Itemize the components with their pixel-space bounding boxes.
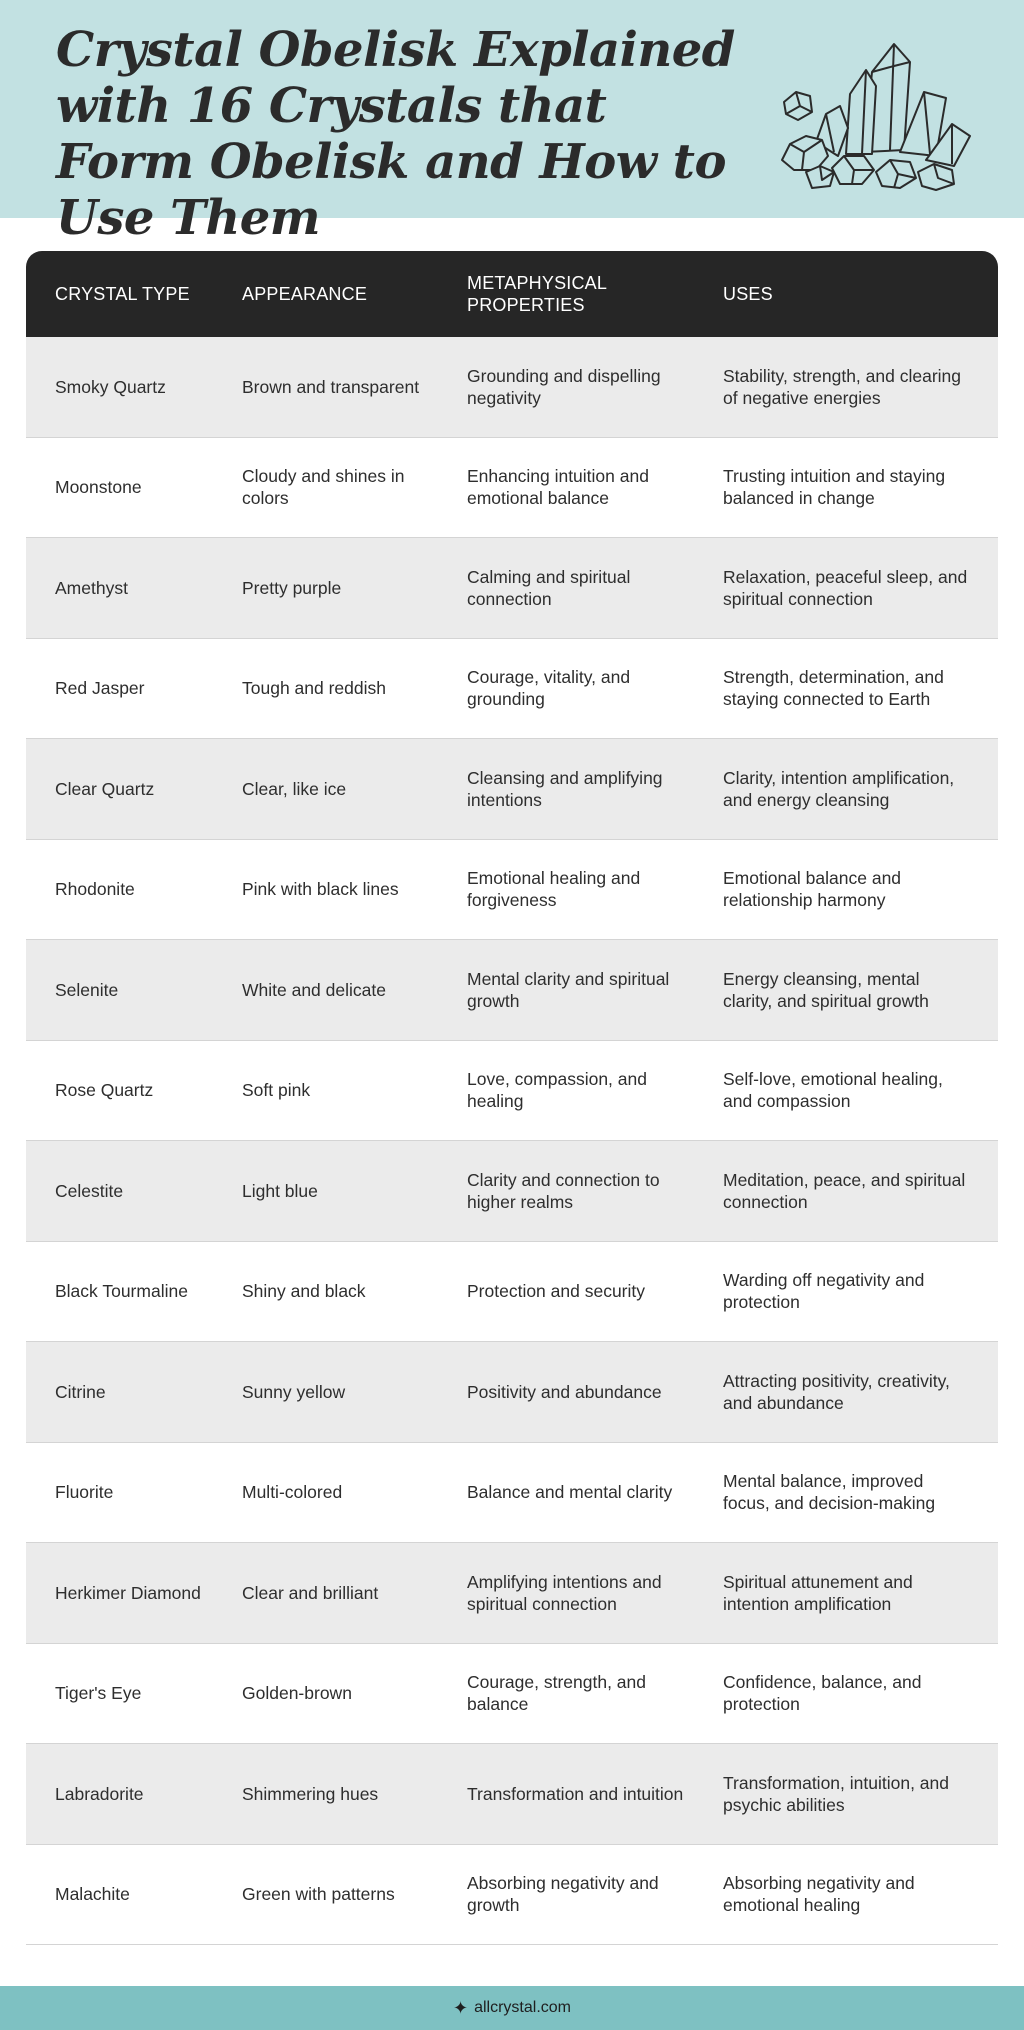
cell-crystal-type: Tiger's Eye [55, 1683, 142, 1704]
column-header-uses: USES [723, 284, 773, 304]
cell-appearance: Shimmering hues [242, 1783, 379, 1804]
cell-metaphysical-properties: Mental clarity and spiritual growth [467, 968, 670, 1011]
cell-uses: Confidence, balance, and protection [723, 1672, 922, 1715]
cell-appearance: Golden-brown [242, 1683, 352, 1704]
cell-uses: Relaxation, peaceful sleep, and spiritual connection [723, 566, 968, 609]
table-row [26, 639, 998, 740]
cell-metaphysical-properties: Clarity and connection to higher realms [467, 1169, 660, 1212]
cell-metaphysical-properties: Transformation and intuition [467, 1783, 684, 1804]
cell-uses: Mental balance, improved focus, and decision-making [723, 1471, 936, 1514]
cell-appearance: Pretty purple [242, 577, 342, 598]
cell-uses: Energy cleansing, mental clarity, and spiritual growth [723, 968, 929, 1011]
cell-metaphysical-properties: Balance and mental clarity [467, 1482, 673, 1503]
cell-metaphysical-properties: Courage, vitality, and grounding [467, 667, 631, 710]
page-footer [0, 1986, 1024, 2030]
table-body [26, 337, 998, 1945]
cell-metaphysical-properties: Protection and security [467, 1281, 646, 1302]
cell-metaphysical-properties: Absorbing negativity and growth [467, 1873, 659, 1916]
cell-appearance: Soft pink [242, 1080, 311, 1101]
cell-uses: Transformation, intuition, and psychic abilities [723, 1772, 949, 1815]
cell-appearance: Sunny yellow [242, 1381, 346, 1402]
cell-metaphysical-properties: Love, compassion, and healing [467, 1069, 647, 1112]
table-row [26, 739, 998, 840]
cell-uses: Self-love, emotional healing, and compassion [723, 1069, 943, 1112]
cell-uses: Trusting intuition and staying balanced in change [723, 466, 946, 509]
table-row [26, 1342, 998, 1443]
table-row [26, 1242, 998, 1343]
cell-crystal-type: Citrine [55, 1381, 106, 1402]
table-row [26, 1141, 998, 1242]
page-header [0, 0, 1024, 246]
cell-metaphysical-properties: Amplifying intentions and spiritual connection [467, 1571, 662, 1614]
table-row [26, 337, 998, 438]
column-header-appearance: APPEARANCE [242, 284, 368, 304]
table-row [26, 1644, 998, 1745]
table-row [26, 1443, 998, 1544]
cell-uses: Absorbing negativity and emotional healing [723, 1873, 915, 1916]
cell-appearance: Brown and transparent [242, 376, 420, 397]
cell-crystal-type: Clear Quartz [55, 778, 155, 799]
table-row [26, 840, 998, 941]
cell-metaphysical-properties: Enhancing intuition and emotional balance [467, 466, 649, 509]
cell-crystal-type: Black Tourmaline [55, 1281, 188, 1302]
cell-uses: Strength, determination, and staying connected to Earth [723, 667, 944, 710]
table-header [26, 251, 998, 337]
cell-appearance: Clear, like ice [242, 778, 347, 799]
page-title: Crystal Obelisk Explained with 16 Crystals that Form Obelisk and How to Use Them [56, 22, 735, 246]
cell-crystal-type: Selenite [55, 979, 119, 1000]
crystal-table [26, 251, 998, 1945]
cell-uses: Clarity, intention amplification, and energy cleansing [723, 767, 955, 810]
cell-crystal-type: Celestite [55, 1180, 124, 1201]
table-row [26, 940, 998, 1041]
cell-appearance: Cloudy and shines in colors [242, 466, 405, 509]
cell-crystal-type: Fluorite [55, 1482, 114, 1503]
cell-appearance: Multi-colored [242, 1482, 343, 1503]
cell-crystal-type: Red Jasper [55, 678, 145, 699]
cell-appearance: Tough and reddish [242, 678, 386, 699]
column-header-metaphysical-properties: METAPHYSICAL PROPERTIES [467, 273, 607, 315]
footer-brand: allcrystal.com [474, 1999, 571, 2016]
cell-appearance: White and delicate [242, 979, 386, 1000]
cell-uses: Emotional balance and relationship harmony [723, 868, 902, 911]
table-row [26, 1041, 998, 1142]
cell-crystal-type: Smoky Quartz [55, 376, 166, 397]
cell-metaphysical-properties: Positivity and abundance [467, 1381, 662, 1402]
cell-crystal-type: Moonstone [55, 477, 142, 498]
table-row [26, 438, 998, 539]
crystal-cluster-icon [776, 32, 976, 192]
table-row [26, 1744, 998, 1845]
cell-crystal-type: Malachite [55, 1884, 130, 1905]
cell-crystal-type: Amethyst [55, 577, 128, 598]
column-header-crystal-type: CRYSTAL TYPE [55, 284, 190, 304]
cell-metaphysical-properties: Cleansing and amplifying intentions [467, 767, 663, 810]
cell-uses: Spiritual attunement and intention amplification [723, 1571, 913, 1614]
table-row [26, 538, 998, 639]
cell-uses: Attracting positivity, creativity, and abundance [723, 1370, 950, 1413]
cell-metaphysical-properties: Calming and spiritual connection [467, 566, 631, 609]
cell-crystal-type: Rhodonite [55, 879, 135, 900]
cell-appearance: Clear and brilliant [242, 1582, 379, 1603]
cell-appearance: Pink with black lines [242, 879, 399, 900]
cell-crystal-type: Herkimer Diamond [55, 1582, 201, 1603]
cell-crystal-type: Labradorite [55, 1783, 144, 1804]
cell-appearance: Shiny and black [242, 1281, 366, 1302]
cell-uses: Warding off negativity and protection [723, 1270, 925, 1313]
cell-appearance: Green with patterns [242, 1884, 395, 1905]
table-row [26, 1543, 998, 1644]
cell-uses: Meditation, peace, and spiritual connection [723, 1169, 966, 1212]
table-row [26, 1845, 998, 1946]
cell-metaphysical-properties: Courage, strength, and balance [467, 1672, 647, 1715]
cell-uses: Stability, strength, and clearing of negative energies [723, 365, 962, 408]
cell-appearance: Light blue [242, 1180, 318, 1201]
cell-metaphysical-properties: Grounding and dispelling negativity [467, 365, 661, 408]
cell-metaphysical-properties: Emotional healing and forgiveness [467, 868, 641, 911]
sparkle-icon: ✦ [453, 1997, 469, 2018]
cell-crystal-type: Rose Quartz [55, 1080, 154, 1101]
